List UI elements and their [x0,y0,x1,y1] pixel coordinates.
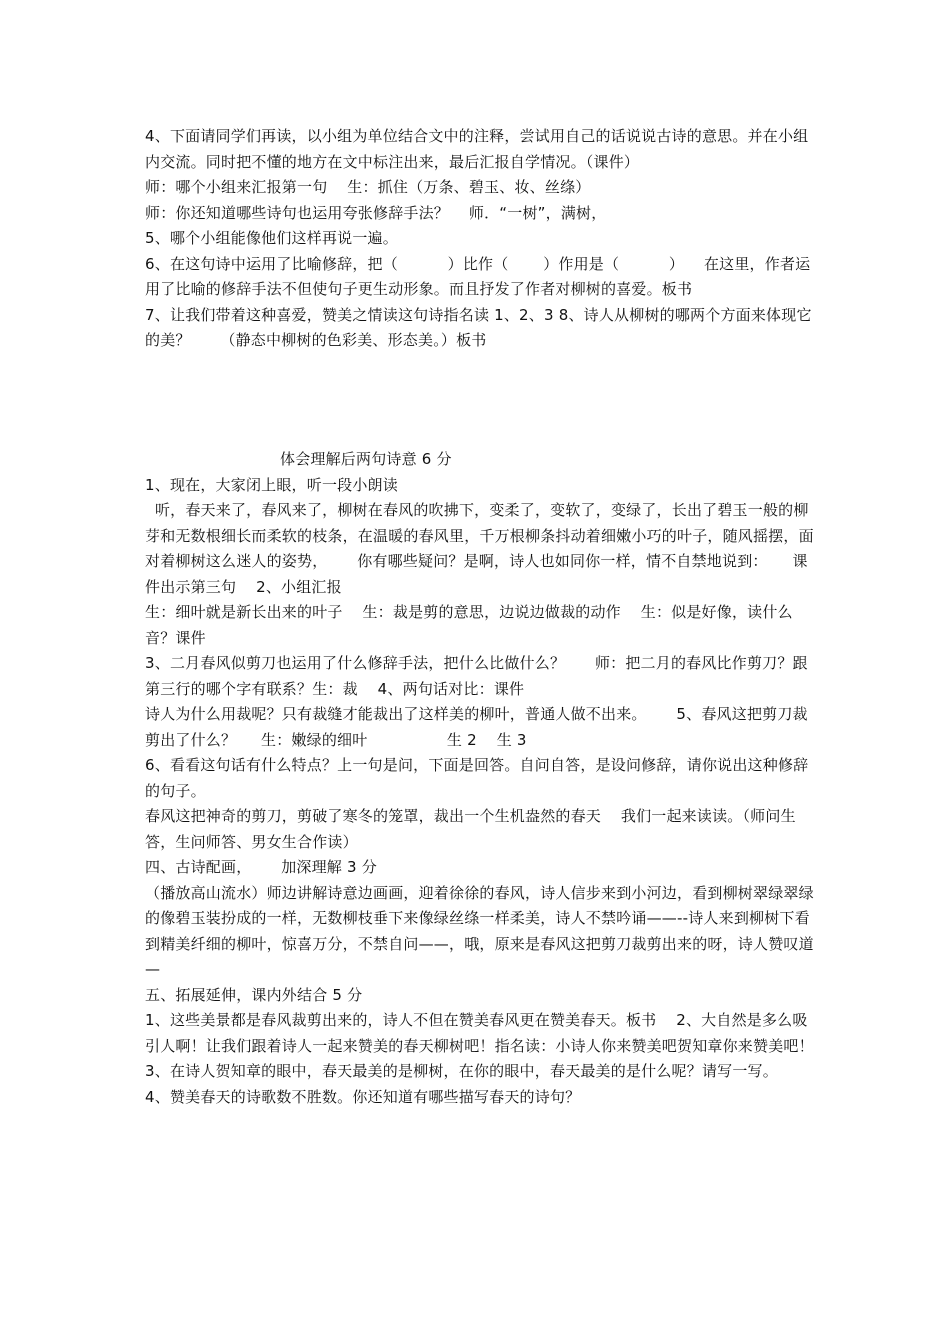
paragraph-student-answers: 生：细叶就是新长出来的叶子 生：裁是剪的意思，边说边做裁的动作 生：似是好像，读什么音？课件 [145,603,793,647]
lesson-section-second-half [145,447,815,1110]
paragraph-read-together: 春风这把神奇的剪刀，剪破了寒冬的笼罩，裁出一个生机盎然的春天 我们一起来读读。（师问生答，生问师答、男女生合作读） [145,807,796,851]
paragraph-step-5: 5、哪个小组能像他们这样再说一遍。 [145,229,398,247]
lesson-section-first-half [145,124,815,354]
paragraph-part-5-heading: 五、拓展延伸，课内外结合 5 分 [145,985,363,1004]
paragraph-part-4-heading: 四、古诗配画， 加深理解 3 分 [145,858,377,876]
paragraph-close-eyes: 1、现在，大家闭上眼，听一段小朗读 [145,475,398,494]
paragraph-step-4: 4、下面请同学们再读，以小组为单位结合文中的注释，尝试用自己的话说说古诗的意思。并在小组内交流。同时把不懂的地方在文中标注出来，最后汇报自学情况。（课件） [145,127,809,171]
paragraph-extension-1-2: 1、这些美景都是春风裁剪出来的，诗人不但在赞美春风更在赞美春天。板书 2、大自然是多么吸引人啊！让我们跟着诗人一起来赞美的春天柳树吧！指名读：小诗人你来赞美吧贺知章你来赞美吧！ [145,1011,814,1055]
paragraph-extension-4: 4、赞美春天的诗歌数不胜数。你还知道有哪些描写春天的诗句？ [145,1087,581,1106]
paragraph-teacher-ask-group: 师：哪个小组来汇报第一句 生：抓住（万条、碧玉、妆、丝绦） [145,178,591,196]
paragraph-painting: （播放高山流水）师边讲解诗意边画画，迎着徐徐的春风，诗人信步来到小河边，看到柳树翠绿翠绿的像碧玉装扮成的一样，无数柳枝垂下来像绿丝绦一样柔美，诗人不禁吟诵——--诗人来到柳树下看到精美纤细的柳叶，惊喜万分，不禁自问——，哦，原来是春风这把剪刀裁剪出来的呀，诗人赞叹道— [145,883,814,978]
paragraph-spring-reading: 听，春天来了，春风来了，柳树在春风的吹拂下，变柔了，变软了，变绿了，长出了碧玉一般的柳芽和无数根细长而柔软的枝条，在温暖的春风里，千万根柳条抖动着细嫩小巧的叶子，随风摇摆，面对着柳树这么迷人的姿势， 你有哪些疑问？是啊，诗人也如同你一样，情不自禁地说到： 课件出示第三句 2、小组汇报 [145,501,814,596]
paragraph-exaggeration: 师：你还知道哪些诗句也运用夸张修辞手法？ 师．“一树”，满树， [145,203,607,222]
paragraph-step-6-metaphor: 6、在这句诗中运用了比喻修辞，把（ ）比作（ ）作用是（ ） 在这里，作者运用了比喻的修辞手法不但使句子更生动形象。而且抒发了作者对柳树的喜爱。板书 [145,254,811,298]
paragraph-step-6-question: 6、看看这句话有什么特点？上一句是问，下面是回答。自问自答，是设问修辞，请你说出这种修辞的句子。 [145,756,809,800]
paragraph-extension-3: 3、在诗人贺知章的眼中，春天最美的是柳树，在你的眼中，春天最美的是什么呢？请写一写。 [145,1062,778,1080]
paragraph-step-7-8: 7、让我们带着这种喜爱，赞美之情读这句诗指名读 1、2、3 8、诗人从柳树的哪两个方面来体现它的美？ （静态中柳树的色彩美、形态美。）板书 [145,305,812,349]
paragraph-why-cut: 诗人为什么用裁呢？只有裁缝才能裁出了这样美的柳叶，普通人做不出来。 5、春风这把剪刀裁剪出了什么？ 生：嫩绿的细叶 生 2 生 3 [145,705,808,749]
section-heading: 体会理解后两句诗意 6 分 [280,450,452,468]
paragraph-step-3-scissors: 3、二月春风似剪刀也运用了什么修辞手法，把什么比做什么？ 师：把二月的春风比作剪刀？跟第三行的哪个字有联系？生：裁 4、两句话对比：课件 [145,654,808,698]
